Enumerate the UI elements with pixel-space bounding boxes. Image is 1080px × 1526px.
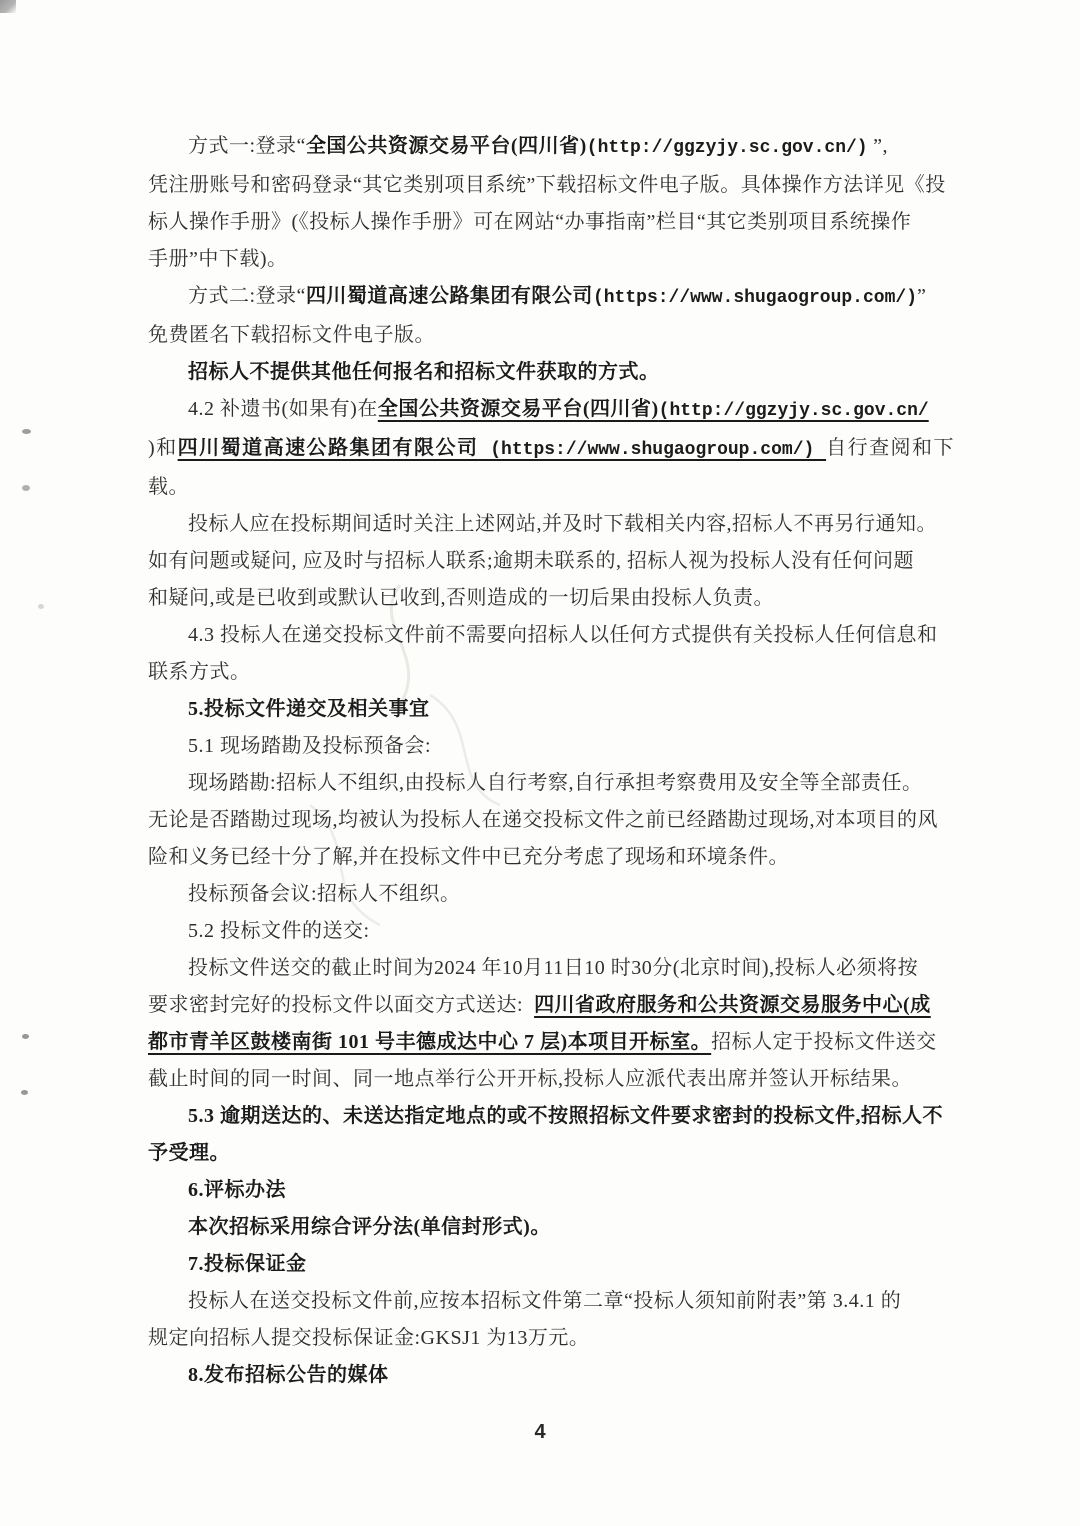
text-segment: 投标人应在投标期间适时关注上述网站,并及时下载相关内容,招标人不再另行通知。	[188, 513, 937, 535]
text-line	[148, 839, 954, 876]
text-line	[148, 317, 954, 354]
text-line	[148, 913, 954, 950]
text-line	[148, 876, 954, 913]
text-segment: 标人操作手册》(《投标人操作手册》可在网站“办事指南”栏目“其它类别项目系统操作	[148, 211, 912, 233]
text-segment: 现场踏勘:招标人不组织,由投标人自行考察,自行承担考察费用及安全等全部责任。	[188, 772, 923, 794]
text-segment: 方式一:登录“	[188, 135, 306, 157]
text-line	[148, 950, 954, 987]
text-segment: 招标人定于投标文件送交	[711, 1031, 937, 1053]
text-line	[148, 765, 954, 802]
text-line	[148, 1283, 954, 1320]
text-line	[148, 204, 954, 241]
text-line	[148, 1357, 954, 1394]
text-line	[148, 1320, 954, 1357]
text-line	[148, 580, 954, 617]
text-line	[148, 506, 954, 543]
text-segment: 凭注册账号和密码登录“其它类别项目系统”下载招标文件电子版。具体操作方法详见《投	[148, 174, 946, 196]
text-line	[148, 654, 954, 691]
text-segment: 联系方式。	[148, 661, 251, 683]
page-number: 4	[534, 1421, 546, 1443]
scan-speck	[22, 429, 31, 434]
text-segment: 4.2 补遗书(如果有)在	[188, 398, 378, 420]
text-segment: 和疑问,或是已收到或默认已收到,否则造成的一切后果由投标人负责。	[148, 587, 774, 609]
text-segment: ”,	[867, 135, 889, 157]
text-segment: 予受理。	[148, 1142, 230, 1164]
text-segment: 险和义务已经十分了解,并在投标文件中已充分考虑了现场和环境条件。	[148, 846, 789, 868]
scan-speck	[21, 1090, 28, 1095]
text-segment: 5.2 投标文件的送交:	[188, 920, 370, 942]
text-segment: 7.投标保证金	[188, 1253, 307, 1275]
text-line	[148, 728, 954, 765]
document-body	[148, 128, 954, 1394]
text-segment: (https://www.shugaogroup.com/)	[478, 440, 827, 460]
text-segment: 免费匿名下载招标文件电子版。	[148, 324, 435, 346]
text-segment: 5.投标文件递交及相关事宜	[188, 698, 430, 720]
text-segment: 投标人在送交投标文件前,应按本招标文件第二章“投标人须知前附表”第 3.4.1 的	[188, 1290, 902, 1312]
text-segment: 手册”中下载)。	[148, 248, 288, 270]
text-segment: 5.3 逾期送达的、未送达指定地点的或不按照招标文件要求密封的投标文件,招标人不	[188, 1105, 943, 1127]
text-line	[148, 1024, 954, 1061]
scan-speck	[22, 1034, 29, 1039]
text-segment: 如有问题或疑问, 应及时与招标人联系;逾期未联系的, 招标人视为投标人没有任何问题	[148, 550, 915, 572]
text-segment: (http://ggzyjy.sc.gov.cn/	[658, 401, 929, 421]
text-segment: 四川省政府服务和公共资源交易服务中心(成	[534, 994, 931, 1016]
text-segment: 方式二:登录“	[188, 285, 306, 307]
text-segment: 本次招标采用综合评分法(单信封形式)。	[188, 1216, 551, 1238]
text-segment: 投标预备会议:招标人不组织。	[188, 883, 461, 905]
text-line	[148, 1061, 954, 1098]
text-segment: 投标文件送交的截止时间为2024 年10月11日10 时30分(北京时间),投标人必须将按	[188, 957, 919, 979]
text-line	[148, 128, 954, 167]
text-line	[148, 241, 954, 278]
text-line	[148, 1135, 954, 1172]
text-line	[148, 167, 954, 204]
text-segment: 四川蜀道高速公路集团有限公司	[177, 437, 479, 459]
text-segment: 全国公共资源交易平台(四川省)	[305, 135, 587, 157]
text-segment: 四川蜀道高速公路集团有限公司	[305, 285, 593, 307]
text-line	[148, 1246, 954, 1283]
text-segment: 要求密封完好的投标文件以面交方式送达:	[148, 994, 535, 1016]
text-segment: ”	[917, 285, 927, 307]
text-line	[148, 691, 954, 728]
text-segment: 无论是否踏勘过现场,均被认为投标人在递交投标文件之前已经踏勘过现场,对本项目的风	[148, 809, 938, 831]
text-segment: 规定向招标人提交投标保证金:GKSJ1 为13万元。	[148, 1327, 590, 1349]
text-line	[148, 543, 954, 580]
text-segment: 全国公共资源交易平台(四川省)	[377, 398, 659, 420]
text-line	[148, 278, 954, 317]
text-segment: 招标人不提供其他任何报名和招标文件获取的方式。	[188, 361, 660, 383]
scan-speck	[38, 604, 44, 609]
text-segment: (http://ggzyjy.sc.gov.cn/)	[586, 138, 868, 158]
text-segment: 5.1 现场踏勘及投标预备会:	[188, 735, 432, 757]
text-line	[148, 1098, 954, 1135]
text-line	[148, 617, 954, 654]
text-segment: 截止时间的同一时间、同一地点举行公开开标,投标人应派代表出席并签认开标结果。	[148, 1068, 912, 1090]
text-line	[148, 391, 954, 430]
text-line	[148, 354, 954, 391]
text-segment: 都市青羊区鼓楼南街 101 号丰德成达中心 7 层)本项目开标室。	[148, 1031, 712, 1053]
text-line	[148, 1209, 954, 1246]
text-line	[148, 802, 954, 839]
text-segment: (https://www.shugaogroup.com/)	[592, 288, 917, 308]
text-segment: 8.发布招标公告的媒体	[188, 1364, 389, 1386]
scan-corner-artifact	[0, 0, 16, 13]
text-segment: 4.3 投标人在递交投标文件前不需要向招标人以任何方式提供有关投标人任何信息和	[188, 624, 938, 646]
text-segment: )和	[148, 437, 178, 459]
text-line	[148, 430, 954, 506]
text-line	[148, 987, 954, 1024]
text-line	[148, 1172, 954, 1209]
scan-speck	[22, 485, 30, 491]
text-segment: 自行查阅和下载。	[148, 437, 955, 498]
text-segment: 6.评标办法	[188, 1179, 286, 1201]
